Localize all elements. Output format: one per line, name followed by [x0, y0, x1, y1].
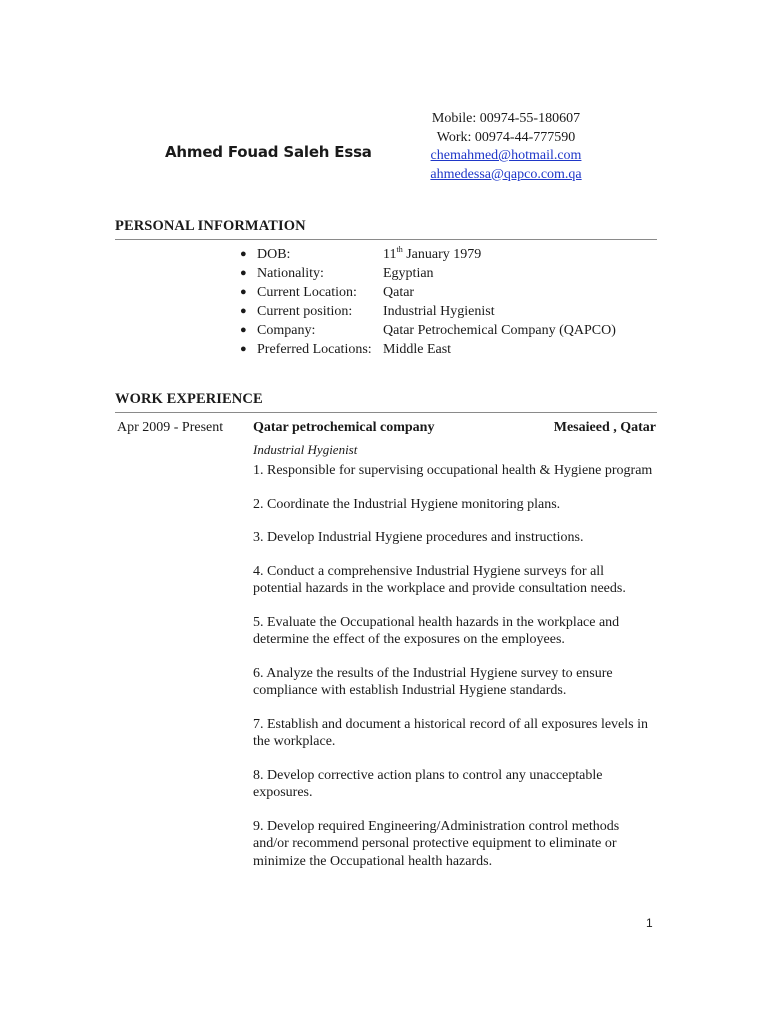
work-experience-heading: WORK EXPERIENCE — [115, 391, 263, 407]
duty-item: 6. Analyze the results of the Industrial Hygiene survey to ensure compliance with establish Industrial Hygiene standards. — [253, 665, 613, 698]
info-label: Current position: — [257, 304, 353, 319]
bullet-icon: ● — [240, 267, 247, 279]
email-link-work[interactable]: ahmedessa@qapco.com.qa — [430, 166, 582, 182]
mobile-number: Mobile: 00974-55-180607 — [431, 111, 581, 126]
duty-item: 7. Establish and document a historical record of all exposures levels in the workplace. — [253, 716, 649, 749]
info-label: Nationality: — [257, 266, 324, 281]
duty-item: 1. Responsible for supervising occupational health & Hygiene program — [253, 463, 653, 478]
work-number: Work: 00974-44-777590 — [436, 129, 576, 145]
personal-info-heading: PERSONAL INFORMATION — [115, 218, 306, 234]
info-value: Qatar Petrochemical Company (QAPCO) — [383, 323, 616, 338]
job-location: Mesaieed , Qatar — [553, 420, 656, 435]
page-number: 1 — [646, 916, 653, 930]
bullet-icon: ● — [240, 305, 247, 317]
work-experience-divider — [115, 412, 657, 413]
contact-block — [418, 110, 594, 184]
info-value: Middle East — [383, 342, 452, 357]
info-value: 11th January 1979 — [383, 245, 482, 262]
duty-item: 5. Evaluate the Occupational health hazards in the workplace and determine the effect of the exposures on the employees. — [253, 614, 620, 647]
bullet-icon: ● — [240, 343, 247, 355]
personal-info-divider — [115, 239, 657, 240]
info-value: Industrial Hygienist — [383, 304, 495, 319]
duty-item: 9. Develop required Engineering/Administration control methods and/or recommend personal protective equipment to eliminate or minimize the Occupational health hazards. — [253, 818, 620, 869]
duty-item: 4. Conduct a comprehensive Industrial Hygiene surveys for all potential hazards in the workplace and provide consultation needs. — [253, 563, 626, 596]
job-position: Industrial Hygienist — [253, 442, 358, 457]
bullet-icon: ● — [240, 324, 247, 336]
duty-item: 2. Coordinate the Industrial Hygiene monitoring plans. — [253, 496, 561, 512]
info-value: Qatar — [383, 285, 415, 300]
info-label: Preferred Locations: — [257, 342, 372, 357]
bullet-icon: ● — [240, 248, 247, 260]
info-value: Egyptian — [383, 266, 434, 281]
bullet-icon: ● — [240, 286, 247, 298]
duty-item: 3. Develop Industrial Hygiene procedures and instructions. — [253, 530, 584, 545]
info-label: DOB: — [257, 247, 291, 262]
info-label: Current Location: — [257, 285, 357, 300]
email-link-personal[interactable]: chemahmed@hotmail.com — [430, 148, 582, 163]
job-company: Qatar petrochemical company — [253, 420, 435, 435]
job-dates: Apr 2009 - Present — [117, 420, 224, 435]
duty-item: 8. Develop corrective action plans to control any unacceptable exposures. — [253, 767, 603, 800]
job-duties-list — [253, 462, 653, 886]
candidate-name: Ahmed Fouad Saleh Essa — [165, 143, 372, 161]
info-label: Company: — [257, 323, 316, 338]
